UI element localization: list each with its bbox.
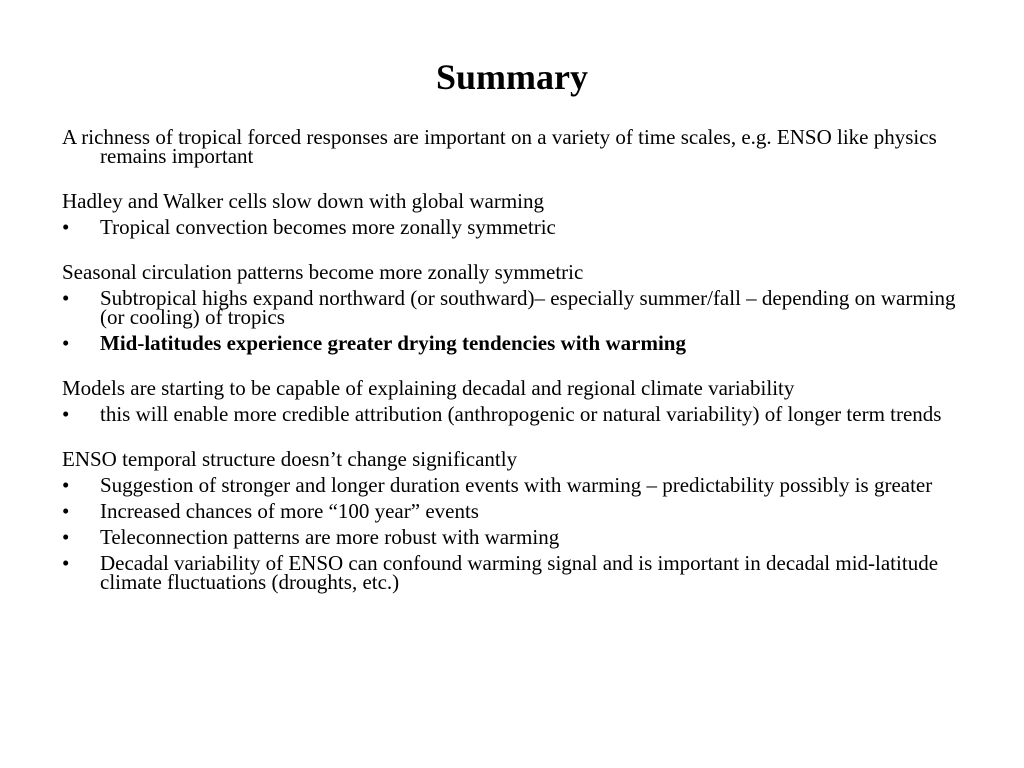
bullet-icon: • [62, 286, 70, 310]
bullet-text: Subtropical highs expand northward (or southward)– especially summer/fall – depending on warming (or cooling) of tropics [100, 286, 956, 329]
section-heading: A richness of tropical forced responses are important on a variety of time scales, e.g. ENSO like physics remains important [62, 125, 937, 168]
bullet-item [62, 473, 982, 497]
bullet-item [62, 286, 982, 329]
bullet-item [62, 525, 982, 549]
bullet-text-bold: Mid-latitudes experience greater drying tendencies with warming [100, 331, 686, 355]
section-heading: Models are starting to be capable of explaining decadal and regional climate variability [62, 376, 795, 400]
bullet-text: Tropical convection becomes more zonally symmetric [100, 215, 556, 239]
bullet-text: Suggestion of stronger and longer duration events with warming – predictability possibly is greater [100, 473, 933, 497]
bullet-text: this will enable more credible attribution (anthropogenic or natural variability) of longer term trends [100, 402, 942, 426]
bullet-item [62, 402, 982, 426]
bullet-text: Teleconnection patterns are more robust with warming [100, 525, 560, 549]
bullet-text: Increased chances of more “100 year” events [100, 499, 479, 523]
bullet-icon: • [62, 402, 70, 426]
section-heading: ENSO temporal structure doesn’t change significantly [62, 447, 518, 471]
bullet-icon: • [62, 473, 70, 497]
bullet-item [62, 215, 982, 239]
bullet-item [62, 331, 982, 355]
bullet-icon: • [62, 551, 70, 575]
bullet-icon: • [62, 525, 70, 549]
bullet-item [62, 551, 982, 594]
bullet-item [62, 499, 982, 523]
bullet-text: Decadal variability of ENSO can confound warming signal and is important in decadal mid-latitude climate fluctuations (droughts, etc.) [100, 551, 939, 594]
bullet-icon: • [62, 331, 70, 355]
slide-body [62, 125, 982, 594]
bullet-icon: • [62, 215, 70, 239]
section-heading: Hadley and Walker cells slow down with global warming [62, 189, 544, 213]
bullet-icon: • [62, 499, 70, 523]
section-heading: Seasonal circulation patterns become more zonally symmetric [62, 260, 584, 284]
slide-title: Summary [436, 57, 588, 97]
